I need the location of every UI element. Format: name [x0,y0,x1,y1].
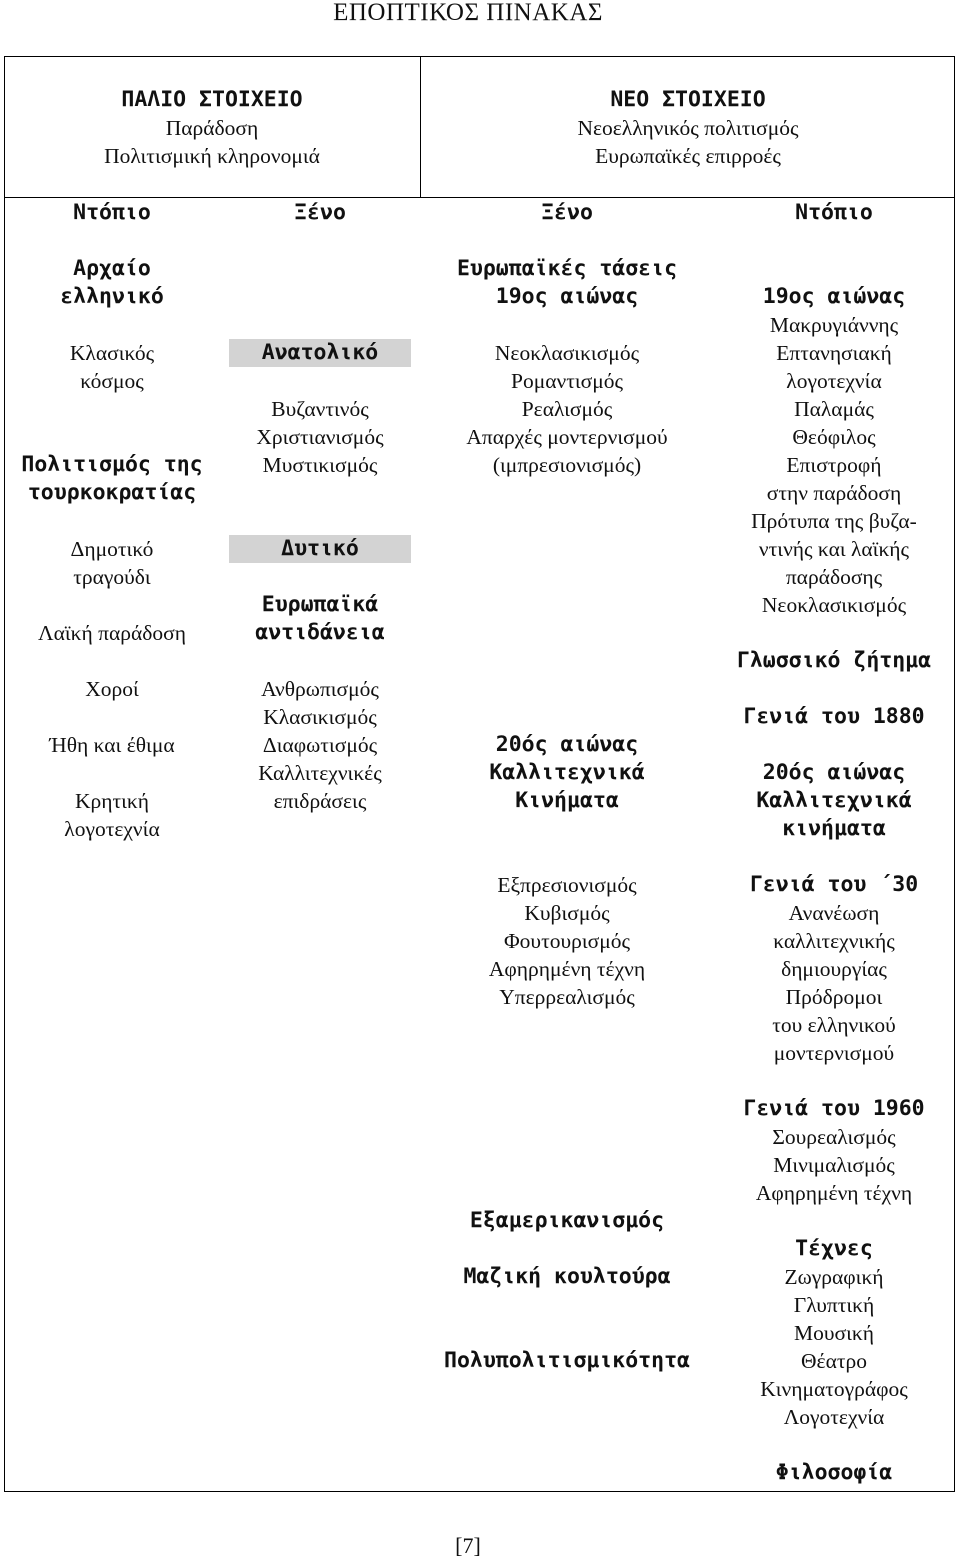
list-item: Ήθη και έθιμα [49,733,175,757]
list-item: του ελληνικού [772,1013,896,1037]
list-item: Φουτουρισμός [503,929,631,953]
list-item: Ρομαντισμός [510,369,624,393]
list-item: Γενιά του 1960 [743,1096,925,1121]
old-element-line: Πολιτισμική κληρονομιά [104,144,320,168]
list-item: Αρχαίο [73,256,151,281]
list-item: λογοτεχνία [64,817,160,841]
list-item: Μακρυγιάννης [769,313,899,337]
list-item: στην παράδοση [766,481,902,505]
new-element-line: Νεοελληνικός πολιτισμός [577,116,799,140]
list-item: Ευρωπαϊκά [261,592,379,617]
list-item: παράδοσης [785,565,883,589]
list-item: Αφηρημένη τέχνη [755,1181,913,1205]
list-item: Καλλιτεχνικά [756,788,912,813]
list-item: Σουρεαλισμός [772,1125,896,1149]
list-item: μοντερνισμού [773,1041,895,1065]
list-item: 19ος αιώνας [762,284,906,309]
column-local-new [713,199,955,1487]
list-item: Πρόδρομοι [785,985,883,1009]
list-item: Αφηρημένη τέχνη [488,957,646,981]
new-element-header [421,86,955,170]
list-item: Κινηματογράφος [760,1377,908,1401]
list-item: Λογοτεχνία [783,1405,885,1429]
list-item: Ρεαλισμός [521,397,613,421]
list-item: επιδράσεις [273,789,367,813]
list-item: ελληνικό [60,284,164,309]
old-element-title: ΠΑΛΙΟ ΣΤΟΙΧΕΙΟ [121,87,303,112]
new-element-line: Ευρωπαϊκές επιρροές [595,144,781,168]
list-item: Μυστικισμός [262,453,378,477]
column-subheader: Ντόπιο [73,200,151,225]
list-item: Μουσική [794,1321,874,1345]
list-item: Δημοτικό [70,537,154,561]
list-item: Γενιά του ΄30 [749,872,919,897]
list-item: Ανανέωση [788,901,880,925]
list-item: Υπερρεαλισμός [499,985,635,1009]
list-item: 20ός αιώνας [495,732,639,757]
header-divider [4,197,955,198]
list-item: Χριστιανισμός [256,425,384,449]
list-item: Κυβισμός [524,901,610,925]
list-item: Διαφωτισμός [262,733,378,757]
list-item: Κλασικός [69,341,155,365]
list-item: Καλλιτεχνικές [258,761,382,785]
list-item: Επιστροφή [786,453,882,477]
column-foreign-old [220,199,420,815]
list-item: Μαζική κουλτούρα [463,1264,671,1289]
list-item: (ιμπρεσιονισμός) [492,453,642,477]
list-item: 19ος αιώνας [495,284,639,309]
list-item: Επτανησιακή [776,341,892,365]
page-title: ΕΠΟΠΤΙΚΟΣ ΠΙΝΑΚΑΣ [333,0,603,26]
list-item: Κινήματα [515,788,619,813]
list-item: αντιδάνεια [255,620,385,645]
list-item: Πολιτισμός της [21,452,203,477]
list-item: κόσμος [80,369,144,393]
list-item: δημιουργίας [781,957,887,981]
list-item: Θεόφιλος [792,425,876,449]
list-item: Γλυπτική [793,1293,875,1317]
list-item: κινήματα [782,816,886,841]
list-item: Πρότυπα της βυζα- [751,509,917,533]
list-item: λογοτεχνία [786,369,882,393]
list-item: Παλαμάς [794,397,874,421]
list-item: Κλασικισμός [263,705,377,729]
new-element-title: ΝΕΟ ΣΤΟΙΧΕΙΟ [610,87,766,112]
list-item: Κρητική [74,789,149,813]
western-label: Δυτικό [229,535,411,563]
list-item: Εξπρεσιονισμός [497,873,637,897]
list-item: Τέχνες [795,1236,873,1261]
list-item: Γενιά του 1880 [743,704,925,729]
list-item: Καλλιτεχνικά [489,760,645,785]
list-item: Πολυπολιτισμικότητα [444,1348,690,1373]
list-item: ντινής και λαϊκής [758,537,910,561]
list-item: Μινιμαλισμός [773,1153,895,1177]
column-subheader: Ξένο [294,200,346,225]
list-item: Νεοκλασικισμός [761,593,907,617]
column-local-old [4,199,220,843]
column-subheader: Ξένο [541,200,593,225]
old-element-line: Παράδοση [165,116,259,140]
list-item: Ανθρωπισμός [261,677,379,701]
list-item: Απαρχές μοντερνισμού [466,425,668,449]
list-item: Φιλοσοφία [775,1460,893,1485]
column-foreign-new [421,199,713,1375]
eastern-label: Ανατολικό [229,339,411,367]
list-item: Ζωγραφική [784,1265,884,1289]
list-item: 20ός αιώνας [762,760,906,785]
list-item: τουρκοκρατίας [27,480,197,505]
list-item: Νεοκλασικισμός [494,341,640,365]
list-item: καλλιτεχνικής [773,929,895,953]
list-item: Θέατρο [801,1349,867,1373]
list-item: Εξαμερικανισμός [469,1208,665,1233]
list-item: Χοροί [85,677,139,701]
old-element-header [4,86,420,170]
list-item: Λαϊκή παράδοση [38,621,186,645]
list-item: τραγούδι [73,565,151,589]
column-subheader: Ντόπιο [795,200,873,225]
page-number: [7] [455,1533,481,1558]
list-item: Ευρωπαϊκές τάσεις [456,256,678,281]
list-item: Γλωσσικό ζήτημα [736,648,932,673]
list-item: Βυζαντινός [271,397,369,421]
